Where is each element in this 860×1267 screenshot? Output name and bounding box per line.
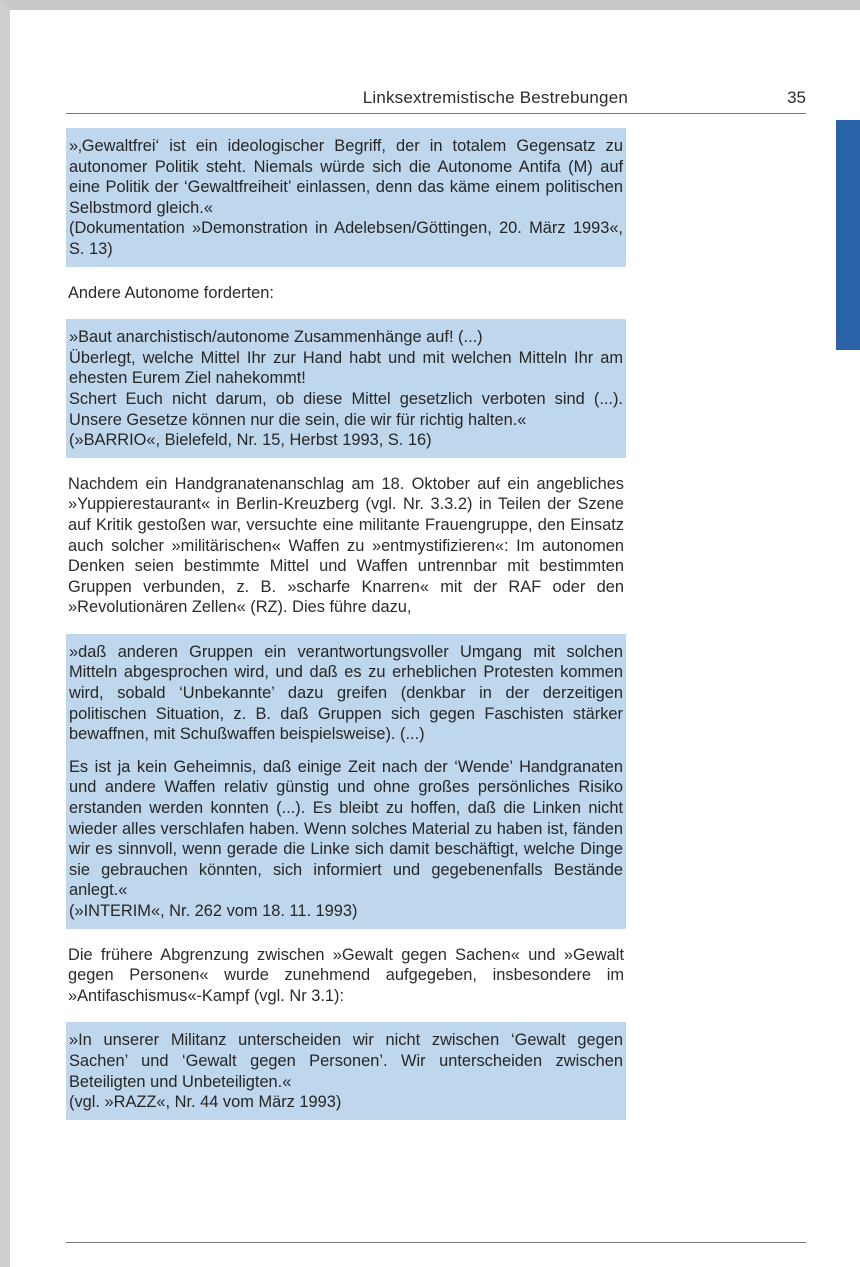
quote-line: »Baut anarchistisch/autonome Zusammenhänge auf! (...) <box>69 328 483 347</box>
running-head-title: Linksextremistische Bestrebungen <box>362 88 628 107</box>
page-number: 35 <box>787 88 806 107</box>
quote-text: Es ist ja kein Geheimnis, daß einige Zeit nach der ‘Wende’ Handgranaten und andere Waffen relativ günstig und ohne großes persönliches Risiko erstanden werden konnten (...). Es bleibt zu hoffen, daß die Linken nicht wieder alles verschlafen haben. Wenn solches Material zu haben ist, fänden wir es sinnvoll, wenn gerade die Linke sich damit beschäftigt, welche Dinge sie gebrauchen könnten, sich informiert und gegebenenfalls Bestände anlegt.« <box>69 757 623 900</box>
thumb-index-tab <box>836 120 860 350</box>
quote-source: (»INTERIM«, Nr. 262 vom 18. 11. 1993) <box>69 902 358 920</box>
quote-block-2 <box>66 319 626 458</box>
quote-source: (vgl. »RAZZ«, Nr. 44 vom März 1993) <box>69 1093 342 1112</box>
quote-source: (»BARRIO«, Bielefeld, Nr. 15, Herbst 1993, S. 16) <box>69 431 432 450</box>
quote-block-1 <box>66 128 626 267</box>
quote-block-4 <box>66 1022 626 1119</box>
quote-text: »In unserer Militanz unterscheiden wir nicht zwischen ‘Gewalt gegen Sachen’ und ‘Gewalt gegen Personen’. Wir unterscheiden zwischen Beteiligten und Unbeteiligten.« <box>69 1031 623 1091</box>
quote-line: Schert Euch nicht darum, ob diese Mittel gesetzlich verboten sind (...). Unsere Gesetze können nur die sein, die wir für richtig halten.« <box>69 389 623 429</box>
body-paragraph-3: Die frühere Abgrenzung zwischen »Gewalt gegen Sachen« und »Gewalt gegen Personen« wurde zunehmend aufgegeben, insbesondere im »Antifaschismus«-Kampf (vgl. Nr 3.1): <box>68 945 624 1005</box>
body-column <box>66 128 626 1136</box>
quote-text: »‚Gewaltfrei‘ ist ein ideologischer Begriff, der in totalem Gegensatz zu autonomer Politik steht. Niemals würde sich die Autonome Antifa (M) auf eine Politik der ‘Gewaltfreiheit’ einlassen, denn das käme einem politischen Selbstmord gleich.« <box>69 137 623 217</box>
quote-block-3 <box>66 634 626 929</box>
quote-source: (Dokumentation »Demonstration in Adelebsen/Göttingen, 20. März 1993«, S. 13) <box>69 219 623 258</box>
quote-text: »daß anderen Gruppen ein verantwortungsvoller Umgang mit solchen Mitteln abgesprochen wird, und daß es zu erheblichen Protesten kommen wird, sobald ‘Unbekannte’ dazu greifen (denkbar in der derzeitigen politischen Situation, z. B. daß Gruppen sich gegen Faschisten stärker bewaffnen, mit Schußwaffen beispielsweise). (...) <box>69 642 623 744</box>
footer-rule <box>66 1242 806 1243</box>
body-paragraph-1: Andere Autonome forderten: <box>68 283 274 302</box>
header-rule <box>66 113 806 114</box>
body-paragraph-2: Nachdem ein Handgranatenanschlag am 18. Oktober auf ein angebliches »Yuppierestaurant« in Berlin-Kreuzberg (vgl. Nr. 3.3.2) in Teilen der Szene auf Kritik gestoßen war, versuchte eine militante Frauengruppe, den Einsatz auch solcher »militärischen« Waffen zu »entmystifizieren«: Im autonomen Denken seien bestimmte Mittel und Waffen untrennbar mit bestimmten Gruppen verbunden, z. B. »scharfe Knarren« mit der RAF oder den »Revolutionären Zellen« (RZ). Dies führe dazu, <box>68 474 624 617</box>
running-head <box>66 84 806 114</box>
quote-line: Überlegt, welche Mittel Ihr zur Hand habt und mit welchen Mitteln Ihr am ehesten Eurem Ziel nahekommt! <box>69 348 623 388</box>
